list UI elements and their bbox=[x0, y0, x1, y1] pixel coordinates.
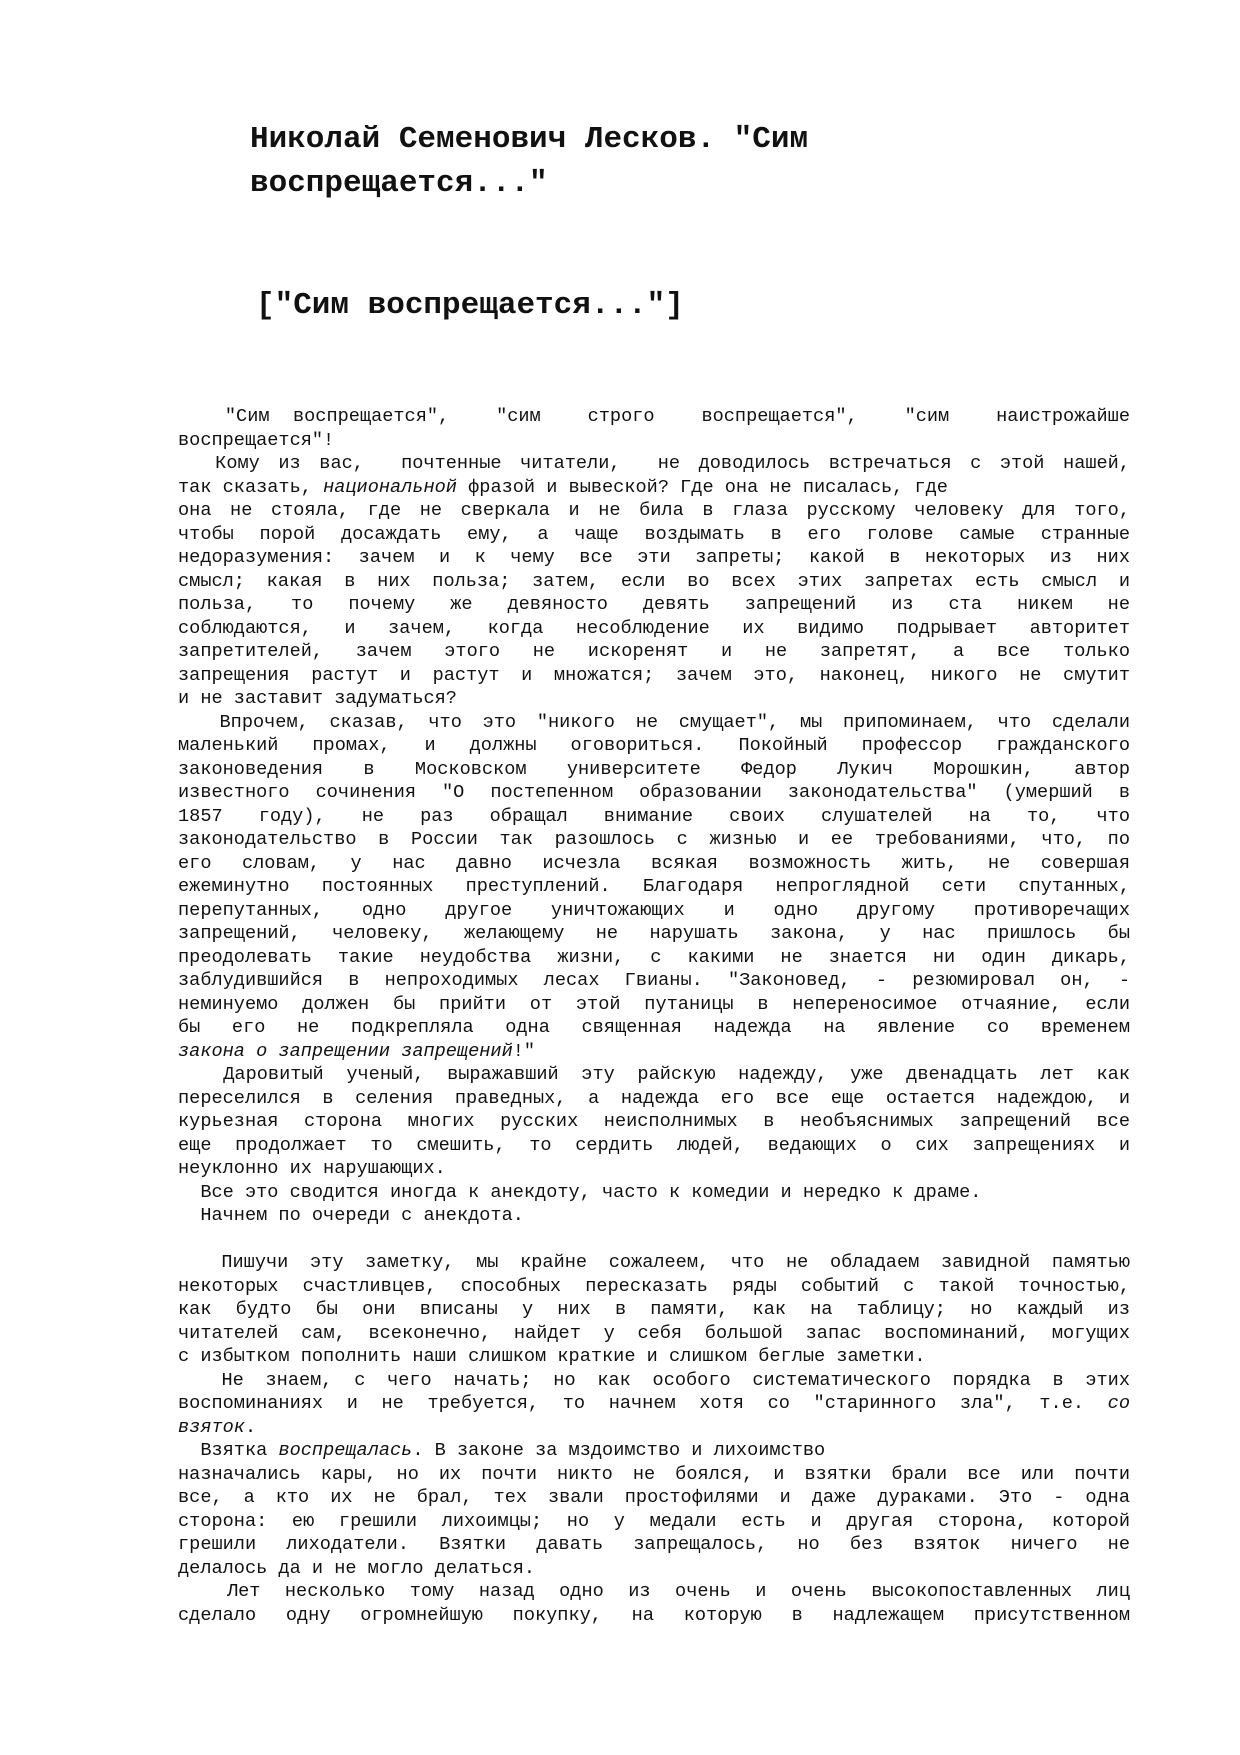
line-text: и не заставит задуматься? bbox=[178, 688, 457, 709]
line-text: "Сим воспрещается", "сим строго воспрещается", "сим наистрожайше bbox=[178, 406, 1130, 427]
line-text: неуклонно их нарушающих. bbox=[178, 1158, 446, 1179]
line-text: чтобы порой досаждать ему, а чаще воздымать в его голове самые странные bbox=[178, 523, 1130, 545]
line-text: так сказать, bbox=[178, 476, 324, 498]
text-line bbox=[178, 875, 1130, 899]
line-text: Начнем по очереди с анекдота. bbox=[178, 1205, 524, 1226]
text-line bbox=[178, 523, 1130, 547]
line-text-tail: . bbox=[244, 1416, 257, 1438]
text-line bbox=[178, 969, 1130, 993]
document-title: Николай Семенович Лесков. "Сим воспрещается..." bbox=[250, 122, 809, 201]
text-line bbox=[178, 734, 1130, 758]
text-line bbox=[178, 1322, 1130, 1346]
line-text: сделало одну огромнейшую покупку, на которую в надлежащем присутственном bbox=[178, 1604, 1130, 1626]
line-text: Впрочем, сказав, что это "никого не смущает", мы припоминаем, что сделали bbox=[178, 711, 1130, 733]
text-line bbox=[178, 617, 1130, 641]
line-text: как будто бы они вписаны у них в памяти, как на таблицу; но каждый из bbox=[178, 1299, 1130, 1320]
italic-text: воспрещалась bbox=[278, 1440, 413, 1461]
line-text: бы его не подкрепляла одна священная надежда на явление со временем bbox=[178, 1017, 1130, 1038]
text-line bbox=[178, 1580, 1130, 1604]
text-line bbox=[178, 899, 1130, 923]
text-line bbox=[178, 640, 1130, 664]
text-line bbox=[178, 781, 1130, 805]
text-line bbox=[178, 1251, 1130, 1275]
line-text: законодательство в России так разошлось с жизнью и ее требованиями, что, по bbox=[178, 829, 1130, 850]
text-line bbox=[178, 429, 1130, 453]
line-text: Все это сводится иногда к анекдоту, часто к комедии и нередко к драме. bbox=[178, 1181, 982, 1203]
line-text: польза, то почему же девяносто девять запрещений из ста никем не bbox=[178, 594, 1130, 615]
line-text: законоведения в Московском университете Федор Лукич Морошкин, автор bbox=[178, 758, 1130, 780]
text-line bbox=[178, 711, 1130, 735]
text-line bbox=[178, 1416, 1130, 1440]
text-line bbox=[178, 1392, 1130, 1416]
line-text-tail: фразой и вывеской? Где она не писалась, где bbox=[456, 476, 948, 498]
italic-text: национальной bbox=[323, 476, 457, 498]
text-line bbox=[178, 1134, 1130, 1158]
text-line bbox=[178, 1110, 1130, 1134]
text-line bbox=[178, 1275, 1130, 1299]
text-line bbox=[178, 1204, 1130, 1228]
text-line bbox=[178, 1369, 1130, 1393]
text-line bbox=[178, 922, 1130, 946]
line-text: Даровитый ученый, выражавший эту райскую надежду, уже двенадцать лет как bbox=[178, 1064, 1130, 1085]
text-line bbox=[178, 1087, 1130, 1111]
line-text: воспоминаниях и не требуется, то начнем хотя со "старинного зла", т.е. bbox=[178, 1393, 1108, 1414]
line-text: Кому из вас, почтенные читатели, не доводилось встречаться с этой нашей, bbox=[178, 453, 1130, 474]
line-text: запретителей, зачем этого не искоренят и не запретят, а все только bbox=[178, 641, 1130, 662]
italic-text: закона о запрещении запрещений bbox=[178, 1040, 513, 1062]
line-text: его словам, у нас давно исчезла всякая возможность жить, не совершая bbox=[178, 852, 1130, 874]
line-text-tail: . В законе за мздоимство и лихоимство bbox=[412, 1440, 826, 1461]
line-text: 1857 году), не раз обращал внимание своих слушателей на то, что bbox=[178, 805, 1130, 827]
line-text: все, а кто их не брал, тех звали простофилями и даже дураками. Это - одна bbox=[178, 1487, 1130, 1508]
text-line bbox=[178, 946, 1130, 970]
line-text: недоразумения: зачем и к чему все эти запреты; какой в некоторых из них bbox=[178, 547, 1130, 568]
line-text: ежеминутно постоянных преступлений. Благодаря непроглядной сети спутанных, bbox=[178, 876, 1130, 897]
line-text: неминуемо должен бы прийти от этой путаницы в непереносимое отчаяние, если bbox=[178, 993, 1130, 1015]
line-text: запрещения растут и растут и множатся; зачем это, наконец, никого не смутит bbox=[178, 664, 1130, 686]
text-line bbox=[178, 1063, 1130, 1087]
line-text: с избытком пополнить наши слишком краткие и слишком беглые заметки. bbox=[178, 1346, 926, 1367]
text-line bbox=[178, 1016, 1130, 1040]
text-line bbox=[178, 476, 1130, 500]
line-text: делалось да и не могло делаться. bbox=[178, 1557, 536, 1579]
italic-text: взяток bbox=[178, 1416, 245, 1438]
line-text: читателей сам, всеконечно, найдет у себя большой запас воспоминаний, могущих bbox=[178, 1322, 1130, 1344]
text-line bbox=[178, 546, 1130, 570]
line-text: Пишучи эту заметку, мы крайне сожалеем, что не обладаем завидной памятью bbox=[178, 1252, 1130, 1273]
text-line bbox=[178, 852, 1130, 876]
line-text: назначались кары, но их почти никто не боялся, и взятки брали все или почти bbox=[178, 1463, 1130, 1485]
chapter-heading: ["Сим воспрещается..."] bbox=[256, 288, 684, 323]
text-line bbox=[178, 758, 1130, 782]
line-text: соблюдаются, и зачем, когда несоблюдение их видимо подрывает авторитет bbox=[178, 617, 1130, 639]
line-text: сторона: ею грешили лихоимцы; но у медали есть и другая сторона, которой bbox=[178, 1510, 1130, 1532]
line-text: воспрещается"! bbox=[178, 429, 335, 451]
line-text: она не стояла, где не сверкала и не била в глаза русскому человеку для того, bbox=[178, 500, 1130, 521]
text-line bbox=[178, 1439, 1130, 1463]
text-line bbox=[178, 405, 1130, 429]
line-text: заблудившийся в непроходимых лесах Гвианы. "Законовед, - резюмировал он, - bbox=[178, 970, 1130, 991]
text-line bbox=[178, 1486, 1130, 1510]
text-line bbox=[178, 499, 1130, 523]
text-line bbox=[178, 1463, 1130, 1487]
text-line bbox=[178, 828, 1130, 852]
line-text: некоторых счастливцев, способных пересказать ряды событий с такой точностью, bbox=[178, 1275, 1130, 1297]
text-line bbox=[178, 1181, 1130, 1205]
text-line bbox=[178, 1510, 1130, 1534]
line-text-tail: !" bbox=[512, 1040, 536, 1062]
text-line bbox=[178, 664, 1130, 688]
line-text: известного сочинения "О постепенном образовании законодательства" (умерший в bbox=[178, 782, 1130, 803]
line-text: еще продолжает то смешить, то сердить людей, ведающих о сих запрещениях и bbox=[178, 1134, 1130, 1156]
text-line bbox=[178, 687, 1130, 711]
line-text: маленький промах, и должны оговориться. Покойный профессор гражданского bbox=[178, 735, 1130, 756]
text-line bbox=[178, 1557, 1130, 1581]
text-line bbox=[178, 570, 1130, 594]
paragraph-gap bbox=[178, 1228, 1130, 1252]
text-line bbox=[178, 1533, 1130, 1557]
line-text: Не знаем, с чего начать; но как особого систематического порядка в этих bbox=[178, 1369, 1130, 1391]
text-line bbox=[178, 452, 1130, 476]
line-text: курьезная сторона многих русских неисполнимых в необъяснимых запрещений все bbox=[178, 1111, 1130, 1132]
text-line bbox=[178, 993, 1130, 1017]
body-text bbox=[178, 405, 1130, 1627]
italic-text: со bbox=[1107, 1393, 1130, 1414]
line-text: запрещений, человеку, желающему не нарушать закона, у нас пришлось бы bbox=[178, 923, 1130, 944]
text-line bbox=[178, 805, 1130, 829]
line-text: Взятка bbox=[178, 1440, 279, 1461]
text-line bbox=[178, 1157, 1130, 1181]
line-text: переселился в селения праведных, а надежда его все еще остается надеждою, и bbox=[178, 1087, 1130, 1109]
line-text: Лет несколько тому назад одно из очень и очень высокопоставленных лиц bbox=[178, 1581, 1130, 1602]
text-line bbox=[178, 1298, 1130, 1322]
line-text: смысл; какая в них польза; затем, если во всех этих запретах есть смысл и bbox=[178, 570, 1130, 592]
line-text: грешили лиходатели. Взятки давать запрещалось, но без взяток ничего не bbox=[178, 1534, 1130, 1555]
line-text: преодолевать такие неудобства жизни, с какими не знается ни один дикарь, bbox=[178, 946, 1130, 968]
line-text: перепутанных, одно другое уничтожающих и одно другому противоречащих bbox=[178, 899, 1130, 921]
text-line bbox=[178, 1345, 1130, 1369]
text-line bbox=[178, 1604, 1130, 1628]
text-line bbox=[178, 593, 1130, 617]
text-line bbox=[178, 1040, 1130, 1064]
